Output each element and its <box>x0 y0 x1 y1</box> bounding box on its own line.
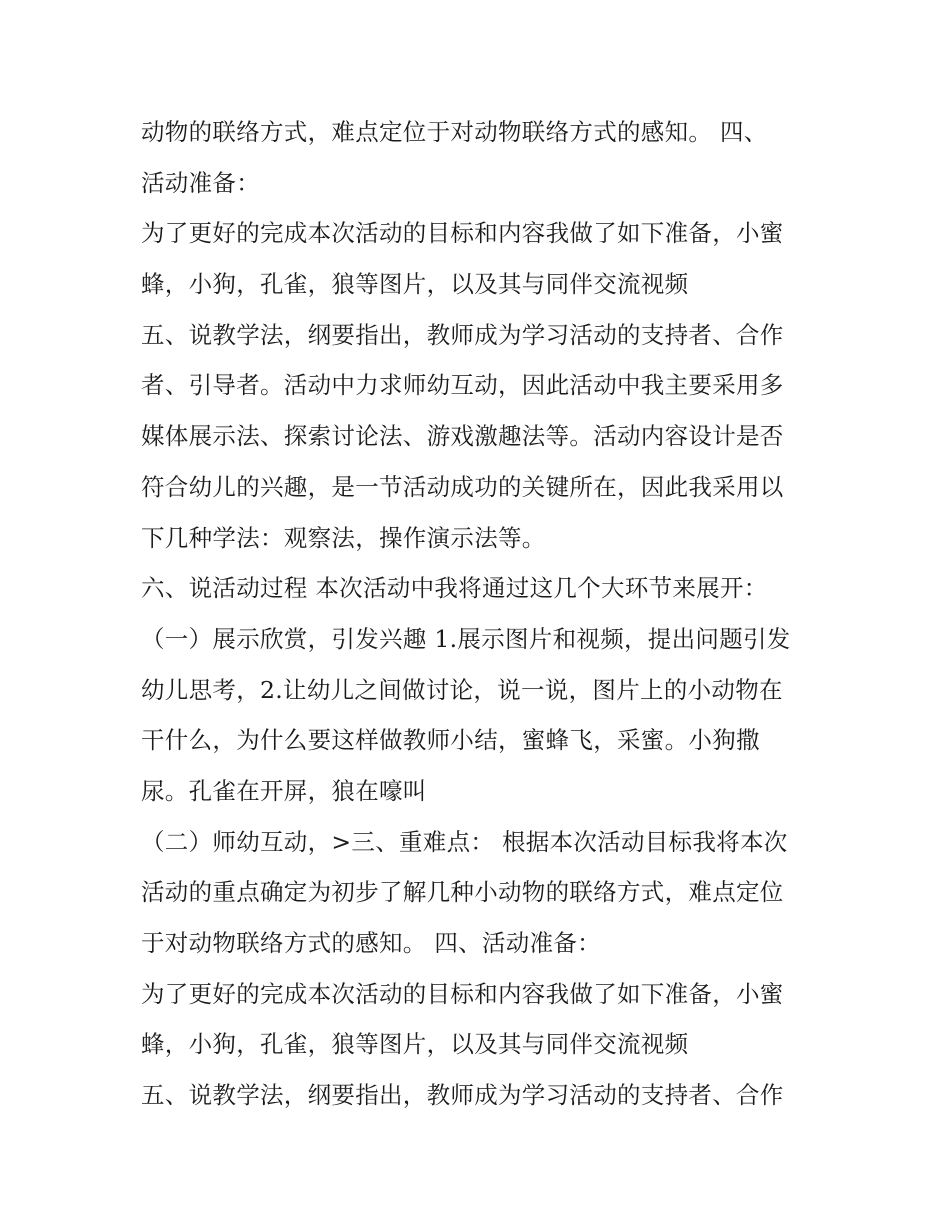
text-line: 尿。孔雀在开屏，狼在嚎叫 <box>141 776 427 805</box>
text-line: 幼儿思考，2.让幼儿之间做讨论，说一说，图片上的小动物在 <box>141 675 783 704</box>
text-line: 符合幼儿的兴趣，是一节活动成功的关键所在，因此我采用以 <box>141 472 784 501</box>
text-line: 者、引导者。活动中力求师幼互动，因此活动中我主要采用多 <box>141 371 784 400</box>
text-line: 下几种学法：观察法，操作演示法等。 <box>141 523 546 552</box>
text-line: 活动的重点确定为初步了解几种小动物的联络方式，难点定位 <box>141 878 784 907</box>
text-line: 五、说教学法，纲要指出，教师成为学习活动的支持者、合作 <box>141 320 784 349</box>
text-line: 干什么，为什么要这样做教师小结，蜜蜂飞，采蜜。小狗撒 <box>141 726 760 755</box>
text-line: （二）师幼互动，>三、重难点： 根据本次活动目标我将本次 <box>141 827 788 856</box>
text-line: 五、说教学法，纲要指出，教师成为学习活动的支持者、合作 <box>141 1081 784 1110</box>
text-line: 为了更好的完成本次活动的目标和内容我做了如下准备，小蜜 <box>141 219 784 248</box>
text-line: 媒体展示法、探索讨论法、游戏激趣法等。活动内容设计是否 <box>141 422 784 451</box>
text-line: 于对动物联络方式的感知。 四、活动准备： <box>141 929 601 957</box>
text-line: 动物的联络方式，难点定位于对动物联络方式的感知。 四、 <box>141 118 768 146</box>
text-line: （一）展示欣赏，引发兴趣 1.展示图片和视频，提出问题引发 <box>141 624 791 653</box>
text-line: 为了更好的完成本次活动的目标和内容我做了如下准备，小蜜 <box>141 979 784 1008</box>
text-line: 活动准备： <box>141 168 260 197</box>
text-line: 蜂，小狗，孔雀，狼等图片，以及其与同伴交流视频 <box>141 270 689 299</box>
document-body <box>141 107 821 1121</box>
text-line: 六、说活动过程 本次活动中我将通过这几个大环节来展开： <box>141 574 768 603</box>
text-line: 蜂，小狗，孔雀，狼等图片，以及其与同伴交流视频 <box>141 1030 689 1059</box>
